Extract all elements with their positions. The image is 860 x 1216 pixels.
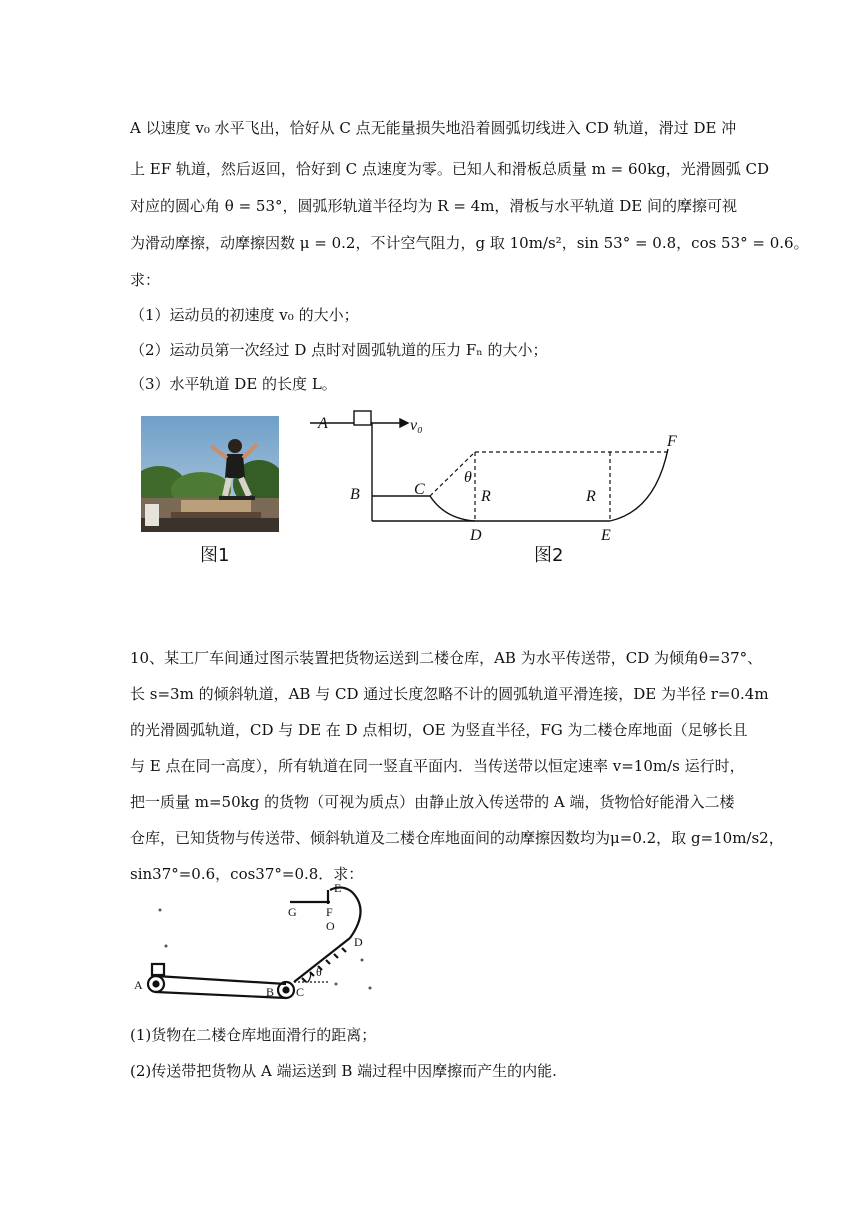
fig1-skater-photo: [141, 416, 279, 532]
fig1-caption: 图1: [200, 545, 230, 566]
p9-line-3: 对应的圆心角 θ = 53°，圆弧形轨道半径均为 R = 4m，滑板与水平轨道 DE 间的摩擦可视: [130, 197, 737, 215]
p9-line-5: 求：: [130, 271, 161, 289]
conv-label-theta: θ: [316, 965, 322, 979]
p9-question-1: （1）运动员的初速度 v₀ 的大小；: [130, 306, 359, 324]
conv-label-C: C: [296, 985, 305, 999]
fig2-label-F: F: [667, 433, 677, 450]
p10-line-2: 长 s=3m 的倾斜轨道，AB 与 CD 通过长度忽略不计的圆弧轨道平滑连接，DE 为半径 r=0.4m: [130, 685, 769, 703]
fig2-caption: 图2: [534, 545, 564, 566]
p10-line-6: 仓库，已知货物与传送带、倾斜轨道及二楼仓库地面间的动摩擦因数均为μ=0.2，取 g=10m/s2，: [130, 829, 784, 847]
p10-line-4: 与 E 点在同一高度），所有轨道在同一竖直平面内．当传送带以恒定速率 v=10m/s 运行时，: [130, 757, 745, 775]
p9-line-2: 上 EF 轨道，然后返回，恰好到 C 点速度为零。已知人和滑板总质量 m = 60kg，光滑圆弧 CD: [130, 160, 770, 178]
p9-line-1: A 以速度 v₀ 水平飞出，恰好从 C 点无能量损失地沿着圆弧切线进入 CD 轨道，滑过 DE 冲: [130, 119, 737, 137]
fig2-track-diagram: [310, 406, 710, 546]
fig2-label-R1: R: [481, 488, 491, 505]
fig2-label-theta: θ: [464, 469, 472, 486]
fig2-label-B: B: [350, 486, 360, 503]
fig2-label-D: D: [470, 527, 482, 544]
p9-question-3: （3）水平轨道 DE 的长度 L。: [130, 375, 337, 393]
conv-label-F: F: [326, 905, 333, 919]
conv-label-O: O: [326, 919, 335, 933]
conv-label-B: B: [266, 985, 275, 999]
conv-label-A: A: [134, 978, 143, 992]
fig2-label-A: A: [318, 415, 328, 432]
fig2-label-R2: R: [586, 488, 596, 505]
conveyor-diagram: [130, 880, 380, 1010]
fig2-label-v0: v₀: [410, 417, 423, 434]
p10-question-2: (2)传送带把货物从 A 端运送到 B 端过程中因摩擦而产生的内能.: [130, 1062, 557, 1080]
conv-label-D: D: [354, 935, 363, 949]
fig2-label-C: C: [414, 481, 425, 498]
p10-line-7: sin37°=0.6，cos37°=0.8．求：: [130, 865, 364, 883]
p9-question-2: （2）运动员第一次经过 D 点时对圆弧轨道的压力 Fₙ 的大小；: [130, 341, 548, 359]
p10-line-5: 把一质量 m=50kg 的货物（可视为质点）由静止放入传送带的 A 端，货物恰好能滑入二楼: [130, 793, 735, 811]
p10-line-3: 的光滑圆弧轨道，CD 与 DE 在 D 点相切，OE 为竖直半径，FG 为二楼仓库地面（足够长且: [130, 721, 748, 739]
p10-line-1: 10、某工厂车间通过图示装置把货物运送到二楼仓库，AB 为水平传送带，CD 为倾角θ=37°、: [130, 649, 763, 667]
p9-line-4: 为滑动摩擦，动摩擦因数 μ = 0.2，不计空气阻力，g 取 10m/s²，sin 53° = 0.8，cos 53° = 0.6。: [130, 234, 809, 252]
fig2-label-E: E: [601, 527, 611, 544]
conv-label-E: E: [334, 881, 342, 895]
p10-question-1: (1)货物在二楼仓库地面滑行的距离；: [130, 1026, 377, 1044]
conv-label-G: G: [288, 905, 297, 919]
